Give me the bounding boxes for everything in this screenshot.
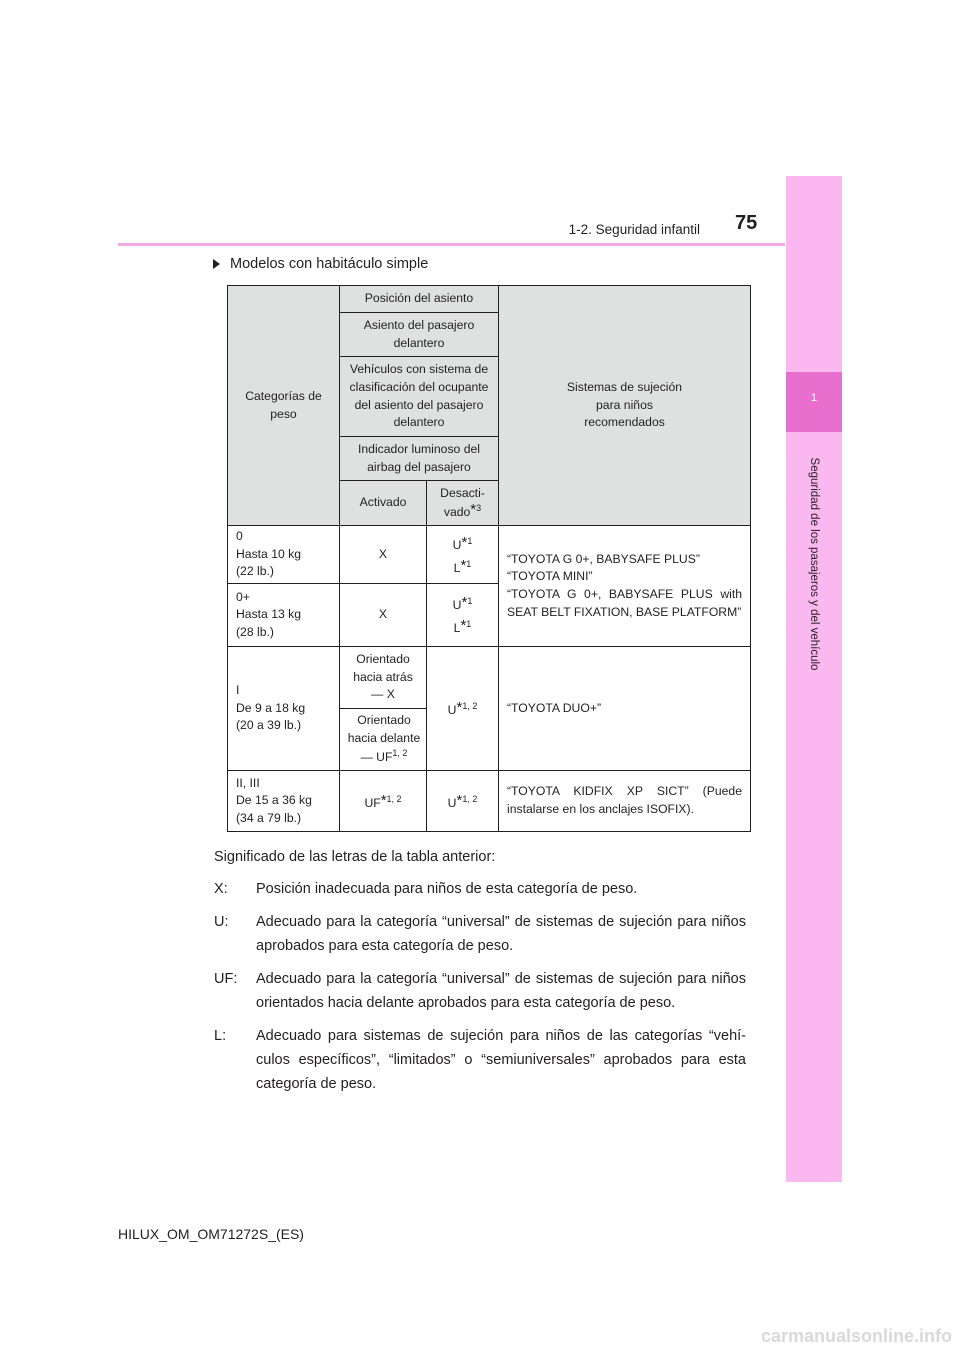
recommended-infant-2: “TOYOTA MINI” (507, 569, 593, 584)
row-2-activated-front (340, 709, 427, 771)
legend-text: Adecuado para la categoría “universal” de sistemas de sujeción para niños orientados hacia delante aprobados para esta categoría de peso. (256, 971, 746, 1011)
chapter-number: 1 (810, 392, 818, 404)
asterisk-icon: * (456, 699, 463, 717)
row-3-deact: U (447, 795, 457, 810)
row-2-weight (228, 647, 340, 771)
header-deactivated (427, 481, 499, 526)
header-rule (118, 243, 785, 246)
row-2-rear-text: Orientado hacia atrás — X (353, 652, 413, 702)
row-infant-recommended (499, 526, 751, 647)
row-3-activated-note: 1, 2 (386, 793, 402, 804)
watermark: carmanualsonline.info (760, 1326, 952, 1346)
document-code: HILUX_OM_OM71272S_(ES) (118, 1226, 304, 1242)
row-2-group: I (236, 683, 240, 698)
row-0-deact-a-note: 1 (467, 535, 473, 546)
row-3-deact-note: 1, 2 (462, 793, 478, 804)
legend-intro: Significado de las letras de la tabla anterior: (214, 849, 496, 865)
row-3-weight (228, 771, 340, 832)
row-2-deactivated (427, 647, 499, 771)
row-0-deact-a: U (452, 537, 462, 552)
header-activated: Activado (340, 481, 427, 526)
header-classification-system (340, 357, 499, 437)
header-front-seat-text: Asiento del pasajero delantero (363, 317, 475, 350)
row-1-deact-a: U (452, 598, 462, 613)
row-1-deact-b: L (453, 621, 461, 636)
legend-text: Adecuado para la categoría “universal” de sistemas de sujeción para niños aprobados para esta categoría de peso. (256, 914, 746, 954)
row-3-range: De 15 a 36 kg (236, 793, 312, 808)
legend-text: Posición inadecuada para niños de esta categoría de peso. (256, 881, 638, 897)
row-0-group: 0 (236, 529, 243, 543)
subheading-text: Modelos con habitáculo simple (230, 256, 429, 272)
page-number: 75 (735, 212, 758, 234)
row-2-activated-rear (340, 647, 427, 709)
asterisk-icon: * (456, 791, 463, 809)
asterisk-icon: * (460, 617, 467, 635)
row-2-range: De 9 a 18 kg (236, 700, 306, 715)
legend-text: Adecuado para sistemas de sujeción para niños de las categorías “vehí-culos específicos”, “limitados” o “semiuniversales” aprobados para esta categoría de peso. (256, 1028, 746, 1092)
legend-item-x (214, 877, 746, 901)
row-3-activated (340, 771, 427, 832)
header-deactivated-note: 3 (476, 503, 482, 513)
header-recommended-text: Sistemas de sujeción para niños recomendados (566, 379, 683, 430)
row-1-weight (228, 584, 340, 647)
asterisk-icon: * (461, 594, 468, 612)
triangle-bullet-icon (213, 259, 220, 269)
chapter-title: Seguridad de los pasajeros y del vehículo (808, 457, 820, 671)
row-0-activated: X (340, 526, 427, 584)
header-indicator-text: Indicador luminoso del airbag del pasajero (358, 441, 480, 474)
header-weight-category: Categorías de peso (228, 286, 340, 526)
row-1-group: 0+ (236, 589, 250, 604)
legend-key: L: (214, 1028, 227, 1044)
row-1-deactivated (427, 584, 499, 647)
asterisk-icon: * (460, 556, 467, 574)
legend-item-uf (214, 967, 746, 1015)
row-1-lb: (28 lb.) (236, 624, 274, 639)
row-2-deact: U (447, 703, 457, 718)
row-0-deact-b-note: 1 (466, 558, 472, 569)
row-0-deact-b: L (453, 560, 461, 575)
legend-item-l (214, 1024, 746, 1096)
row-2-front-text: Orientado hacia delante — UF (347, 713, 421, 765)
legend-key: X: (214, 881, 228, 897)
section-title: 1-2. Seguridad infantil (568, 222, 700, 237)
legend-key: U: (214, 914, 229, 930)
asterisk-icon: * (470, 501, 477, 518)
row-2-lb: (20 a 39 lb.) (236, 718, 302, 733)
row-2-recommended: “TOYOTA DUO+” (499, 647, 751, 771)
header-seat-position: Posición del asiento (340, 286, 499, 313)
legend (214, 845, 746, 1105)
row-3-recommended: “TOYOTA KIDFIX XP SICT” (Puede instalarse en los anclajes ISOFIX). (499, 771, 751, 832)
row-2-deact-note: 1, 2 (462, 701, 478, 712)
recommended-infant-1: “TOYOTA G 0+, BABYSAFE PLUS” (507, 551, 700, 566)
child-seat-table (227, 285, 751, 832)
row-0-deactivated (427, 526, 499, 584)
row-1-deact-a-note: 1 (467, 596, 473, 607)
asterisk-icon: * (461, 533, 468, 551)
header-recommended-systems (499, 286, 751, 526)
row-0-weight (228, 526, 340, 584)
chapter-side-tab (786, 176, 842, 1182)
row-1-deact-b-note: 1 (466, 619, 472, 630)
row-3-deactivated (427, 771, 499, 832)
row-2-front-note: 1, 2 (392, 748, 408, 759)
legend-item-u (214, 910, 746, 958)
row-0-lb: (22 lb.) (236, 564, 274, 579)
legend-key: UF: (214, 971, 238, 987)
subheading (213, 256, 428, 272)
header-deactivated-text: Desacti-vado (440, 486, 485, 519)
header-airbag-indicator (340, 437, 499, 481)
row-1-activated: X (340, 584, 427, 647)
row-3-activated-text: UF (364, 795, 381, 810)
row-3-lb: (34 a 79 lb.) (236, 810, 302, 825)
header-classification-text: Vehículos con sistema de clasificación del ocupante del asiento del pasajero delantero (349, 362, 489, 430)
row-3-group: II, III (236, 775, 260, 790)
asterisk-icon: * (380, 791, 387, 809)
header-front-passenger-seat (340, 313, 499, 357)
row-0-range: Hasta 10 kg (236, 546, 302, 561)
recommended-infant-3: “TOYOTA G 0+, BABYSAFE PLUS with SEAT BELT FIXATION, BASE PLATFORM” (507, 587, 742, 619)
row-1-range: Hasta 13 kg (236, 607, 302, 622)
